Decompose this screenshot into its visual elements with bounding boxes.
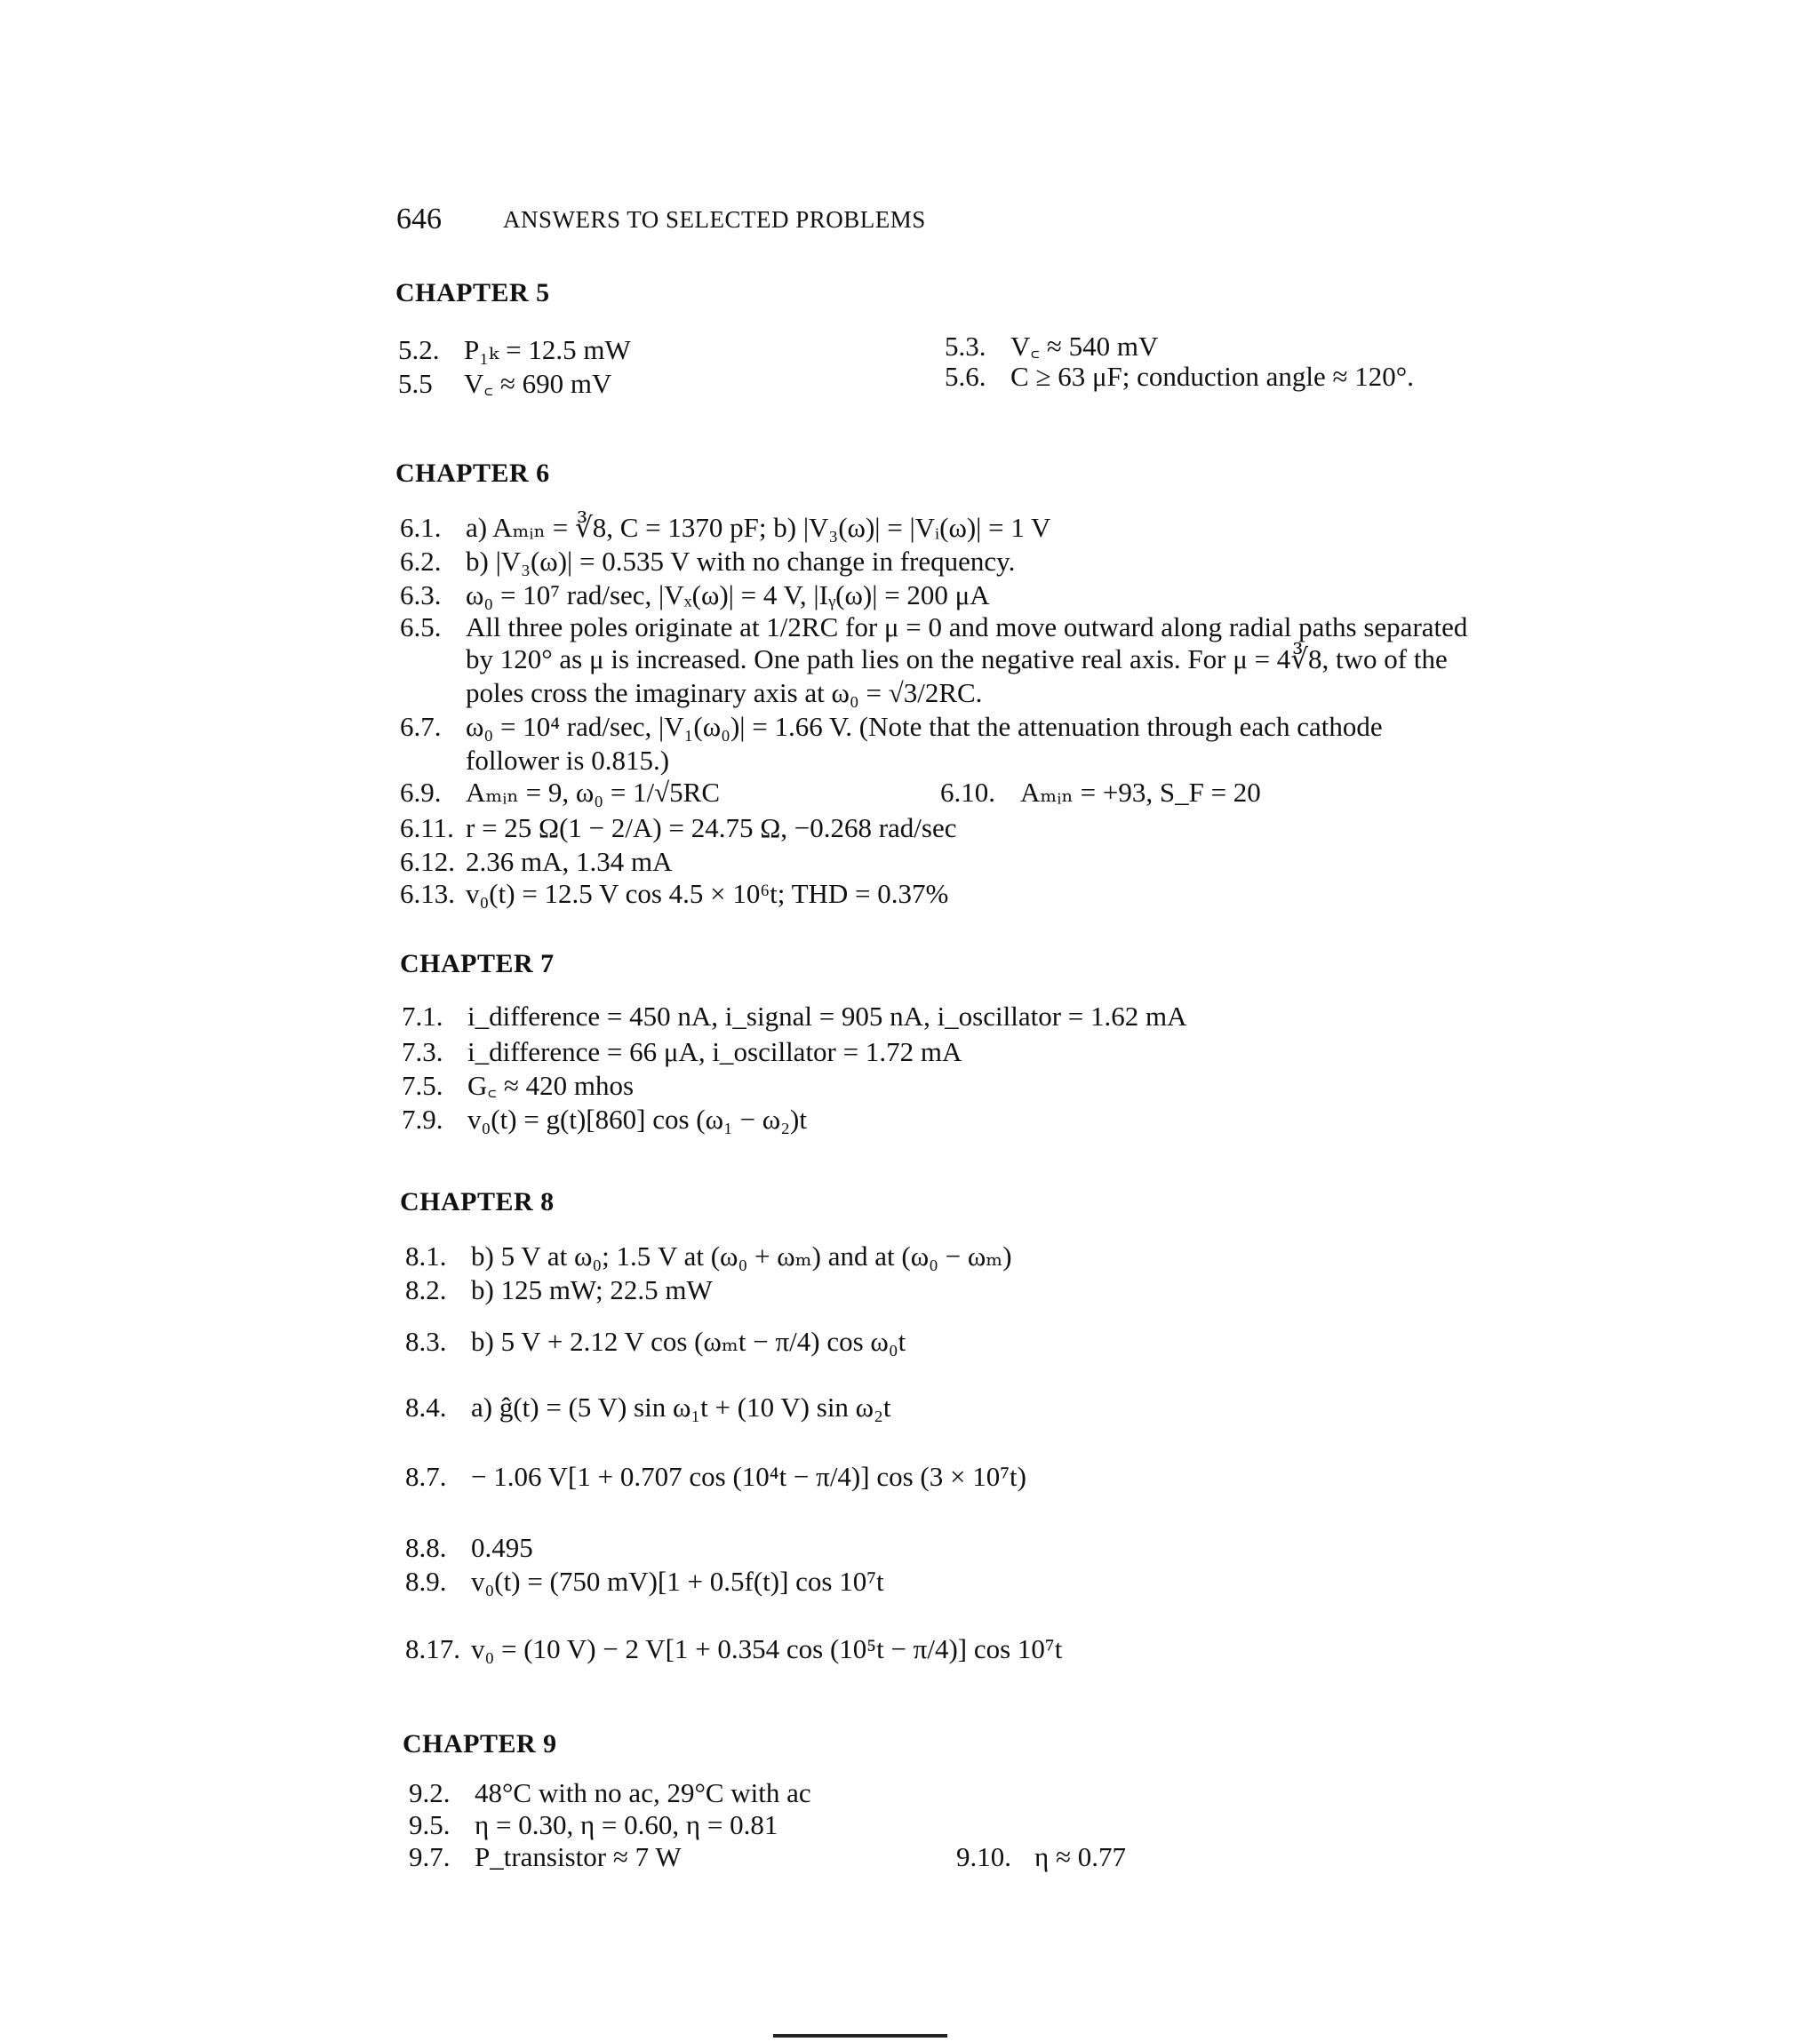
answer-5-2 (398, 336, 631, 363)
answer-number: 6.5. (400, 611, 442, 642)
chapter-6-heading: CHAPTER 6 (395, 459, 550, 488)
answer-number: 6.12. (400, 846, 455, 877)
answer-8-3 (405, 1328, 906, 1355)
answer-9-10 (956, 1843, 1126, 1871)
answer-text: Aₘᵢₙ = 9, ω₀ = 1/√5RC (466, 777, 721, 808)
answer-text: 0.495 (471, 1532, 533, 1563)
running-header-title: ANSWERS TO SELECTED PROBLEMS (503, 206, 926, 233)
answer-number: 7.1. (402, 1001, 443, 1032)
answer-text: b) |V₃(ω)| = 0.535 V with no change in frequency. (466, 546, 1016, 577)
chapter-9-heading: CHAPTER 9 (403, 1729, 557, 1759)
answer-text: V꜀ ≈ 690 mV (464, 368, 612, 399)
answer-text: − 1.06 V[1 + 0.707 cos (10⁴t − π/4)] cos (3 × 10⁷t) (471, 1461, 1026, 1492)
answer-number: 8.2. (405, 1274, 447, 1305)
answer-8-7 (405, 1463, 1026, 1490)
answer-text: b) 5 V at ω₀; 1.5 V at (ω₀ + ωₘ) and at (ω₀ − ωₘ) (471, 1240, 1012, 1272)
answer-6-7 (400, 713, 1383, 740)
answer-text: All three poles originate at 1/2RC for μ = 0 and move outward along radial paths separated (466, 611, 1468, 642)
answer-text: η ≈ 0.77 (1034, 1841, 1126, 1872)
answer-number: 8.9. (405, 1566, 447, 1597)
answer-text: v₀(t) = (750 mV)[1 + 0.5f(t)] cos 10⁷t (471, 1566, 884, 1597)
answer-text: P_transistor ≈ 7 W (475, 1841, 682, 1872)
answer-number: 6.10. (940, 777, 995, 808)
answer-number: 6.13. (400, 878, 455, 909)
answer-5-3 (945, 332, 1158, 360)
chapter-5-heading: CHAPTER 5 (395, 278, 550, 307)
answer-text: b) 125 mW; 22.5 mW (471, 1274, 713, 1305)
answer-text: V꜀ ≈ 540 mV (1010, 331, 1159, 362)
answer-7-5 (402, 1072, 634, 1099)
answer-number: 6.3. (400, 579, 442, 610)
answer-number: 5.2. (398, 334, 440, 365)
page-number: 646 (396, 203, 442, 235)
answer-5-6 (945, 363, 1414, 390)
answer-number: 8.8. (405, 1532, 447, 1563)
answer-text: Aₘᵢₙ = +93, S_F = 20 (1020, 777, 1261, 808)
answer-text: ω₀ = 10⁴ rad/sec, |V₁(ω₀)| = 1.66 V. (Note that the attenuation through each cathode (466, 711, 1383, 742)
answer-6-11 (400, 814, 957, 842)
answer-text: P₁ₖ = 12.5 mW (464, 334, 631, 365)
answer-number: 8.1. (405, 1240, 447, 1272)
answer-number: 7.5. (402, 1070, 443, 1101)
answer-6-9 (400, 778, 720, 806)
answer-number: 9.7. (409, 1841, 451, 1872)
answer-number: 7.3. (402, 1036, 443, 1067)
answer-number: 6.7. (400, 711, 442, 742)
answer-6-12 (400, 848, 673, 875)
answer-7-3 (402, 1038, 962, 1065)
answer-number: 8.17. (405, 1633, 460, 1664)
answer-6-5-continued: by 120° as μ is increased. One path lies on the negative real axis. For μ = 4∛8, two of the (466, 643, 1448, 674)
answer-number: 6.1. (400, 512, 442, 543)
answer-6-3 (400, 581, 990, 609)
answer-text: ω₀ = 10⁷ rad/sec, |Vₓ(ω)| = 4 V, |Iᵧ(ω)| = 200 μA (466, 579, 990, 610)
answer-number: 9.10. (956, 1841, 1011, 1872)
answer-text: i_difference = 450 nA, i_signal = 905 nA, i_oscillator = 1.62 mA (467, 1001, 1187, 1032)
answer-6-5-continued: poles cross the imaginary axis at ω₀ = √3/2RC. (466, 677, 983, 708)
answer-number: 5.5 (398, 368, 433, 399)
answer-text: C ≥ 63 μF; conduction angle ≈ 120°. (1010, 361, 1414, 392)
answer-6-1 (400, 514, 1050, 541)
answer-5-5 (398, 370, 611, 397)
chapter-8-heading: CHAPTER 8 (400, 1187, 555, 1216)
answer-9-2 (409, 1779, 811, 1807)
answer-number: 9.5. (409, 1809, 451, 1840)
answer-text: 48°C with no ac, 29°C with ac (475, 1777, 811, 1808)
answer-text: v₀(t) = 12.5 V cos 4.5 × 10⁶t; THD = 0.37% (466, 878, 949, 909)
answer-text: v₀ = (10 V) − 2 V[1 + 0.354 cos (10⁵t − π/4)] cos 10⁷t (471, 1633, 1063, 1664)
answer-number: 8.7. (405, 1461, 447, 1492)
answer-number: 5.3. (945, 331, 986, 362)
answer-number: 5.6. (945, 361, 986, 392)
answer-7-9 (402, 1105, 807, 1133)
answer-text: G꜀ ≈ 420 mhos (467, 1070, 635, 1101)
answer-9-7 (409, 1843, 682, 1871)
answer-8-2 (405, 1276, 713, 1304)
answer-text: η = 0.30, η = 0.60, η = 0.81 (475, 1809, 778, 1840)
bottom-edge-rule (773, 2034, 947, 2038)
chapter-7-heading: CHAPTER 7 (400, 949, 555, 978)
answer-number: 7.9. (402, 1104, 443, 1135)
answer-text: 2.36 mA, 1.34 mA (466, 846, 673, 877)
answer-8-8 (405, 1534, 533, 1561)
answer-6-5 (400, 613, 1467, 641)
answer-9-5 (409, 1811, 778, 1839)
answer-8-9 (405, 1567, 884, 1595)
answer-number: 9.2. (409, 1777, 451, 1808)
answer-6-2 (400, 547, 1015, 575)
answer-number: 6.9. (400, 777, 442, 808)
answer-7-1 (402, 1002, 1187, 1030)
answer-6-7-continued: follower is 0.815.) (466, 745, 670, 776)
answer-text: v₀(t) = g(t)[860] cos (ω₁ − ω₂)t (467, 1104, 807, 1135)
answer-number: 8.4. (405, 1392, 447, 1423)
answer-6-13 (400, 880, 948, 907)
answer-text: a) ĝ(t) = (5 V) sin ω₁t + (10 V) sin ω₂t (471, 1392, 891, 1423)
answer-number: 6.2. (400, 546, 442, 577)
answer-text: r = 25 Ω(1 − 2/A) = 24.75 Ω, −0.268 rad/sec (466, 812, 957, 843)
answer-text: i_difference = 66 μA, i_oscillator = 1.72 mA (467, 1036, 962, 1067)
answer-8-1 (405, 1242, 1012, 1270)
answer-8-4 (405, 1393, 891, 1421)
answer-6-10 (940, 778, 1261, 806)
answer-number: 6.11. (400, 812, 454, 843)
answer-8-17 (405, 1635, 1062, 1663)
answer-text: b) 5 V + 2.12 V cos (ωₘt − π/4) cos ω₀t (471, 1326, 906, 1357)
answer-text: a) Aₘᵢₙ = ∛8, C = 1370 pF; b) |V₃(ω)| = |Vᵢ(ω)| = 1 V (466, 512, 1051, 543)
answer-number: 8.3. (405, 1326, 447, 1357)
